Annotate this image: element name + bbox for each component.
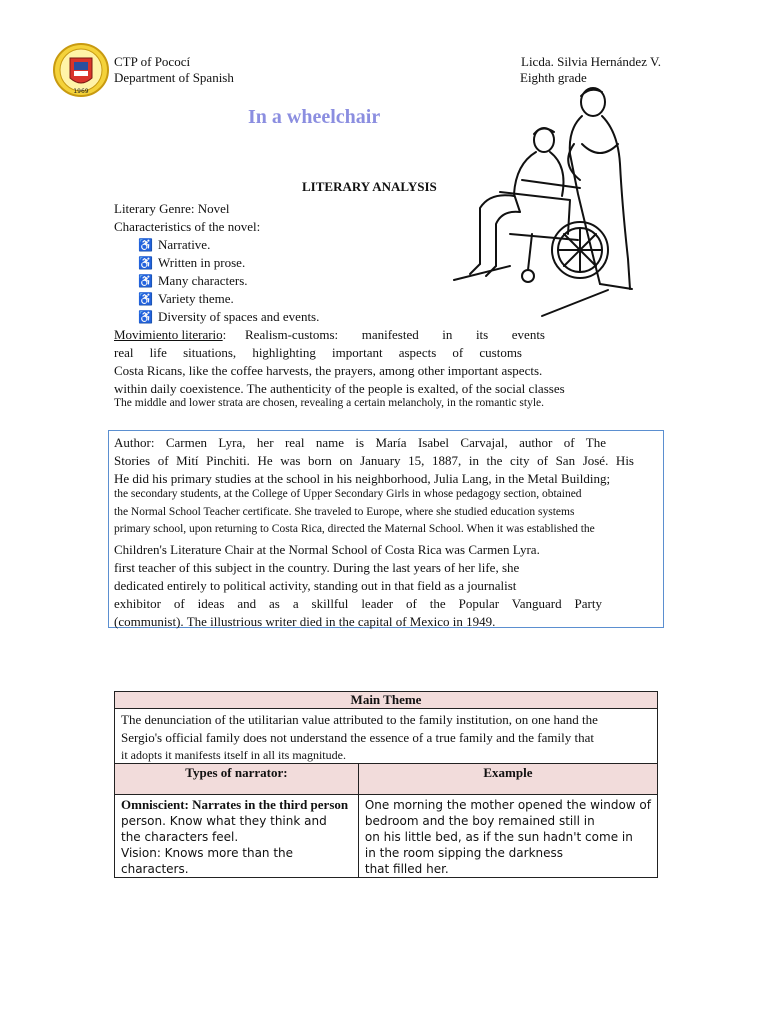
teacher-name: Licda. Silvia Hernández V. <box>521 54 661 69</box>
school-logo <box>52 42 110 98</box>
movement-colon: : <box>222 327 227 342</box>
movement-text-1: Realism-customs: manifested in its events <box>245 327 545 342</box>
list-item <box>138 236 210 254</box>
author-line: He did his primary studies at the school in his neighborhood, Julia Lang, in the Metal Building; <box>114 471 611 486</box>
wheelchair-bullet-icon: ♿ <box>138 256 153 270</box>
wheelchair-bullet-icon: ♿ <box>138 292 153 306</box>
table-row <box>115 709 658 764</box>
genre-line: Literary Genre: Novel <box>114 201 230 216</box>
table-row <box>115 795 658 878</box>
example-line: bedroom and the boy remained still in <box>364 814 595 828</box>
characteristics-line: Characteristics of the novel: <box>114 219 261 234</box>
author-line: first teacher of this subject in the country. During the last years of her life, she <box>114 560 520 575</box>
main-theme-cell <box>115 709 658 764</box>
author-line: the Normal School Teacher certificate. She traveled to Europe, where she studied education systems <box>114 506 575 518</box>
author-line: primary school, upon returning to Costa Rica, directed the Maternal School. When it was established the <box>114 523 595 535</box>
list-item-text: Narrative. <box>158 237 211 252</box>
movement-text-3: Costa Ricans, like the coffee harvests, the prayers, among other important aspects. <box>114 363 543 378</box>
wheelchair-bullet-icon: ♿ <box>138 238 153 252</box>
analysis-heading: LITERARY ANALYSIS <box>302 179 437 194</box>
narrator-line: Vision: Knows more than the characters. <box>121 846 294 876</box>
main-theme-line: Sergio's official family does not understand the essence of a true family and the family that <box>121 730 594 745</box>
list-item-text: Variety theme. <box>158 291 234 306</box>
movement-label: Movimiento literario <box>114 327 223 342</box>
logo-year: 1969 <box>73 88 89 95</box>
main-theme-line: it adopts it manifests itself in all its magnitude. <box>121 748 346 762</box>
example-line: in the room sipping the darkness <box>364 846 564 860</box>
author-line: (communist). The illustrious writer died in the capital of Mexico in 1949. <box>114 614 496 629</box>
document-title: In a wheelchair <box>248 106 381 128</box>
narrator-header: Types of narrator: <box>115 764 359 795</box>
author-line: Children's Literature Chair at the Normal School of Costa Rica was Carmen Lyra. <box>114 542 540 557</box>
example-line: One morning the mother opened the window of <box>364 798 651 812</box>
main-theme-line: The denunciation of the utilitarian value attributed to the family institution, on one hand the <box>121 712 598 727</box>
table-row <box>115 692 658 709</box>
author-line: Author: Carmen Lyra, her real name is María Isabel Carvajal, author of The <box>114 435 606 450</box>
list-item-text: Written in prose. <box>158 255 246 270</box>
list-item <box>138 308 319 326</box>
main-theme-header: Main Theme <box>115 692 658 709</box>
example-line: on his little bed, as if the sun hadn't come in <box>364 830 633 844</box>
example-header: Example <box>358 764 657 795</box>
list-item <box>138 272 248 290</box>
author-line: dedicated entirely to political activity, standing out in that field as a journalist <box>114 578 517 593</box>
wheelchair-bullet-icon: ♿ <box>138 310 153 324</box>
list-item <box>138 290 234 308</box>
movement-line <box>114 326 226 344</box>
narrator-line: person. Know what they think and <box>121 814 327 828</box>
table-row <box>115 764 658 795</box>
list-item <box>138 254 245 272</box>
narrator-line: the characters feel. <box>121 830 239 844</box>
analysis-table <box>114 691 658 878</box>
department-name: Department of Spanish <box>114 70 234 85</box>
list-item-text: Diversity of spaces and events. <box>158 309 320 324</box>
narrator-cell <box>115 795 359 878</box>
wheelchair-illustration <box>450 84 640 320</box>
author-line: the secondary students, at the College of Upper Secondary Girls in whose pedagogy section, obtained <box>114 488 582 500</box>
example-cell <box>358 795 657 878</box>
school-name: CTP of Pococí <box>114 54 191 69</box>
movement-text-4: within daily coexistence. The authenticity of the people is exalted, of the social classes <box>114 381 565 396</box>
movement-text-2: real life situations, highlighting important aspects of customs <box>114 345 522 360</box>
author-line: exhibitor of ideas and as a skillful leader of the Popular Vanguard Party <box>114 596 602 611</box>
list-item-text: Many characters. <box>158 273 248 288</box>
narrator-type: Omniscient: Narrates in the third person <box>121 797 349 812</box>
grade-label: Eighth grade <box>520 70 587 85</box>
example-line: that filled her. <box>364 862 449 876</box>
wheelchair-bullet-icon: ♿ <box>138 274 153 288</box>
movement-text-5: The middle and lower strata are chosen, revealing a certain melancholy, in the romantic style. <box>114 397 545 409</box>
author-line: Stories of Mití Pinchiti. He was born on January 15, 1887, in the city of San José. His <box>114 453 634 468</box>
